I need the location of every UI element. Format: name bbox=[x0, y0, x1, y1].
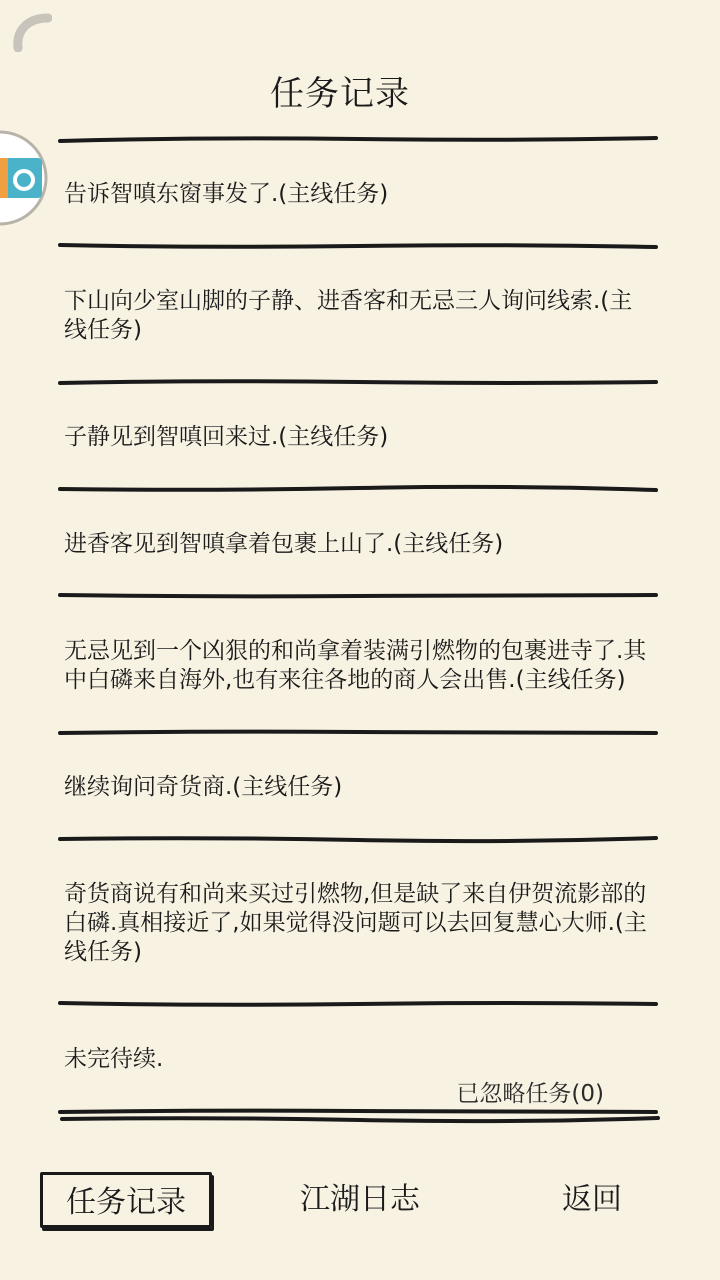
divider bbox=[58, 482, 658, 496]
quest-item[interactable]: 继续询问奇货商.(主线任务) bbox=[64, 774, 343, 800]
quest-item[interactable]: 子静见到智嗔回来过.(主线任务) bbox=[64, 424, 389, 450]
tab-jianghu-journal[interactable]: 江湖日志 bbox=[300, 1182, 420, 1217]
back-button[interactable]: 返回 bbox=[562, 1182, 622, 1217]
quest-list bbox=[58, 132, 658, 1118]
quest-item[interactable]: 下山向少室山脚的子静、进香客和无忌三人询问线索.(主线任务) bbox=[64, 288, 633, 343]
divider bbox=[58, 589, 658, 603]
quest-item[interactable]: 奇货商说有和尚来买过引燃物,但是缺了来自伊贺流影部的白磷.真相接近了,如果觉得没问题可以去回复慧心大师.(主线任务) bbox=[64, 881, 647, 965]
divider bbox=[58, 832, 658, 846]
ignored-quests-button[interactable]: 已忽略任务(0) bbox=[456, 1081, 604, 1107]
quest-item[interactable]: 未完待续. bbox=[64, 1046, 164, 1072]
divider bbox=[58, 725, 658, 739]
bottom-tab-bar bbox=[0, 1172, 720, 1232]
back-arc-icon[interactable] bbox=[8, 8, 52, 52]
divider bbox=[58, 132, 658, 146]
quest-item[interactable]: 告诉智嗔东窗事发了.(主线任务) bbox=[64, 181, 389, 207]
side-badge-icon[interactable] bbox=[0, 128, 50, 228]
divider bbox=[58, 997, 658, 1011]
divider bbox=[58, 375, 658, 389]
quest-item[interactable]: 无忌见到一个凶狠的和尚拿着装满引燃物的包裹进寺了.其中白磷来自海外,也有来往各地的商人会出售.(主线任务) bbox=[64, 638, 647, 693]
quest-item[interactable]: 进香客见到智嗔拿着包裹上山了.(主线任务) bbox=[64, 531, 504, 557]
divider bbox=[58, 239, 658, 253]
tab-quest-log[interactable]: 任务记录 bbox=[40, 1172, 212, 1228]
page-title: 任务记录 bbox=[270, 74, 410, 114]
divider bbox=[60, 1112, 660, 1126]
